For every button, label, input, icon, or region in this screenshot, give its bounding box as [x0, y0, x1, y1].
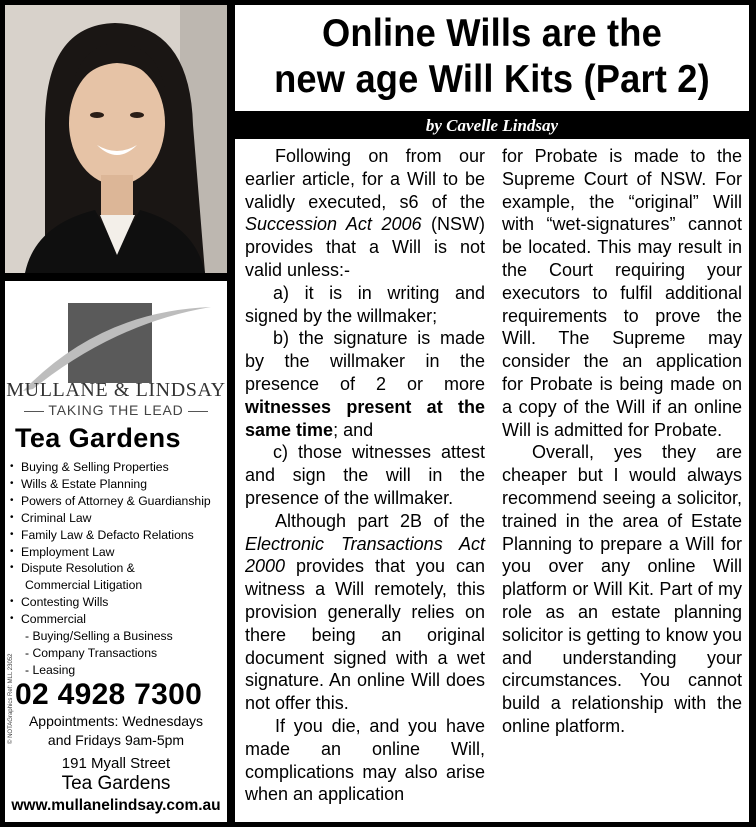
paragraph: If you die, and you have made an online Will, complications may also arise when an application — [245, 715, 485, 805]
condition-c: c) those witnesses attest and sign the will in the presence of the willmaker. — [245, 442, 485, 508]
author-photo — [5, 5, 227, 273]
headline-box — [235, 5, 749, 111]
service-item: • Contesting Wills — [9, 594, 211, 611]
service-item: • Powers of Attorney & Guardianship — [9, 493, 211, 510]
headline-line-2: new age Will Kits (Part 2) — [274, 58, 710, 101]
firm-name: MULLANE & LINDSAY — [6, 379, 226, 401]
byline-bar — [235, 114, 749, 138]
service-item: Commercial Litigation — [25, 578, 143, 593]
paragraph: for Probate is made to the Supreme Court of NSW. For example, the “original” Will with “wet-signatures” cannot be located. This may result in the Court requiring your executors to fulfil additional requirements to prove the Will. The Supreme may consider the an application for Probate is being made on a copy of the Will if an online Will is admitted for Probate. — [502, 146, 742, 440]
service-item: - Leasing — [25, 662, 76, 677]
print-credit: © NOTAGraphics Ref: MLL 23052 — [8, 653, 14, 744]
article-body — [235, 139, 749, 822]
office-town: Tea Gardens — [15, 423, 181, 453]
firm-advertisement — [5, 281, 227, 822]
phone-number: 02 4928 7300 — [15, 678, 203, 711]
emphasis: witnesses present at the same time — [245, 396, 485, 440]
article-column-1 — [245, 145, 485, 806]
paragraph: Overall, yes they are cheaper but I would always recommend seeing a solicitor, trained in the area of Estate Planning to prepare a Will for you over any online Will platform or Will Kit. Part of my role as an estate planning solicitor is getting to know you and understanding your circumstances. You cannot build a relationship with the online platform. — [502, 442, 742, 736]
headline-line-1: Online Wills are the — [321, 12, 662, 55]
service-item: • Dispute Resolution & — [9, 560, 211, 577]
address-town: Tea Gardens — [61, 773, 171, 794]
act-name: Electronic Transactions Act 2000 — [245, 533, 485, 577]
divider — [188, 411, 208, 412]
service-item: • Buying & Selling Properties — [9, 459, 211, 476]
condition-b: b) the signature is made by the willmaker in the presence of 2 or more witnesses present at the same time; and — [245, 328, 485, 440]
services-list — [9, 459, 211, 679]
divider — [24, 411, 44, 412]
firm-tagline: TAKING THE LEAD — [5, 402, 227, 418]
portrait-image — [5, 5, 227, 273]
act-name: Succession Act 2006 — [245, 214, 422, 235]
headline — [253, 5, 731, 103]
condition-a: a) it is in writing and signed by the willmaker; — [245, 282, 485, 326]
paragraph: Following on from our earlier article, for a Will to be validly executed, s6 of the Succession Act 2006 (NSW) provides that a Will is not valid unless:- — [245, 146, 485, 280]
service-item: • Criminal Law — [9, 510, 211, 527]
website-address: www.mullanelindsay.com.au — [11, 797, 221, 814]
article-column-2 — [502, 145, 742, 738]
service-item: - Company Transactions — [25, 645, 158, 660]
appointment-hours: Appointments: Wednesdays and Fridays 9am-5pm — [28, 713, 204, 748]
street-address: 191 Myall Street — [61, 755, 171, 772]
service-item: • Employment Law — [9, 544, 211, 561]
service-item: - Buying/Selling a Business — [25, 629, 173, 644]
service-item: • Commercial — [9, 611, 211, 628]
paragraph: Although part 2B of the Electronic Transactions Act 2000 provides that you can witness a Will remotely, this provision generally relies on there being an original document signed with a wet signature. An online Will does not offer this. — [245, 510, 485, 714]
service-item: • Wills & Estate Planning — [9, 476, 211, 493]
byline: by Cavelle Lindsay — [425, 116, 559, 135]
service-item: • Family Law & Defacto Relations — [9, 527, 211, 544]
